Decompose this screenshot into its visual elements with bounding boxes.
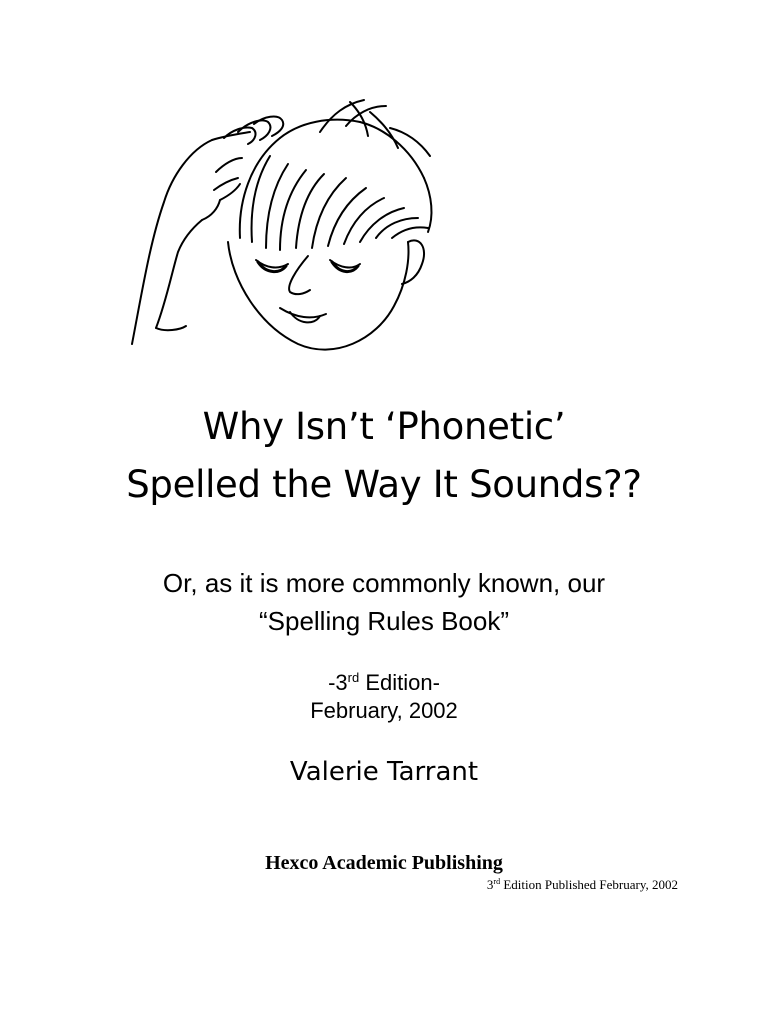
edition-date: February, 2002 [310,698,458,723]
publication-note [487,876,678,894]
edition-label [0,669,768,697]
edition-ordinal-suffix: rd [347,670,360,685]
subtitle-line-2: “Spelling Rules Book” [258,606,509,636]
publication-note-prefix: 3 [486,877,494,892]
edition-suffix: Edition- [359,670,440,695]
book-title-line-2: Spelled the Way It Sounds?? [126,463,642,506]
author-name: Valerie Tarrant [289,757,479,787]
publication-note-ordinal-suffix: rd [493,877,501,886]
publication-note-suffix: Edition Published February, 2002 [500,877,678,892]
boy-scratching-head-icon [120,92,450,354]
edition-prefix: -3 [328,670,348,695]
publisher-name: Hexco Academic Publishing [265,852,503,874]
subtitle-line-1: Or, as it is more commonly known, our [162,568,606,598]
book-title-line-1: Why Isn’t ‘Phonetic’ [202,405,566,448]
